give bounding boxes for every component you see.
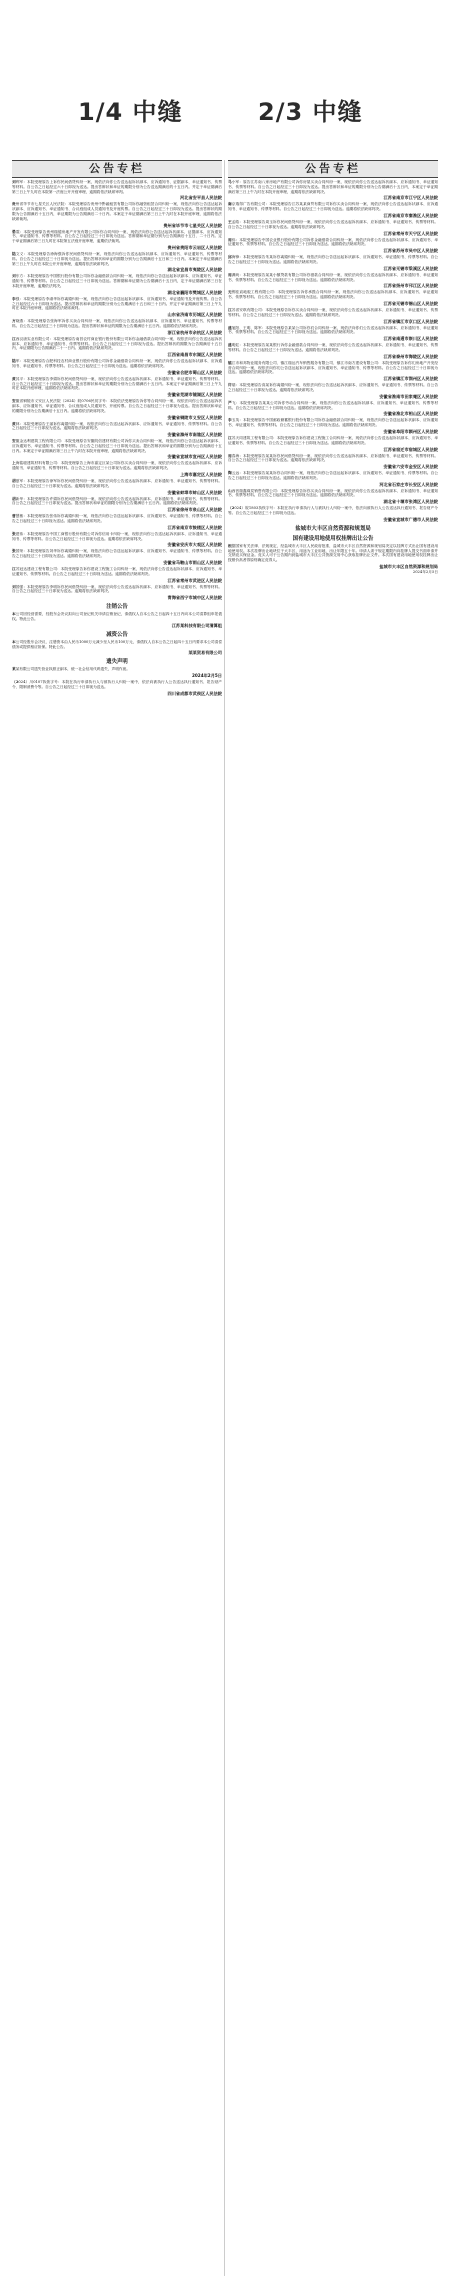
notice-item [228,436,438,453]
notice-court: 青海省西宁市城中区人民法院 [167,595,222,601]
notice-item [228,489,438,506]
notice-court: 贵州省毕节市七星关区人民法院 [163,222,222,228]
notice-court: 浙江省杭州市余杭区人民法院 [167,329,222,335]
left-notice-list [12,178,222,697]
special-notice [228,526,438,575]
notice-body: 盛旭阳、王明、陈军：本院受理原告某某公司诉你们合同纠纷一案，现依法向你们公告送达起诉状副本、应诉通知书、举证通知书、传票等材料。自公告之日起经过三十日即视为送达。逾期将依法缺席判决。 [228,325,438,335]
notice-body: 胡夏军：本院受理原告徐军诉你民间借贷纠纷一案，现依法向你公告送达起诉状副本、应诉通知书、举证通知书、传票等材料。自公告之日起经过三十日即视为送达。逾期将依法缺席判决。 [12,479,222,488]
notice-body: （2024）皖1803执恢字号：本院在执行申请执行人与被执行人纠纷一案中，依法向被执行人公告送达执行通知书、报告财产令等。自公告之日起经过三十日即视为送达。 [228,506,438,516]
notice-body: 刘利军：本院受理原告上诉你民间借贷纠纷一案，现依法向你公告送达起诉状副本、应诉通知书、证据副本、举证通知书、传票等材料。自公告之日起经过六十日即视为送达。提出答辩状和举证的期限分别为公告送达期满后的十五日内。并定于举证期满后第三日上午九时在本院第一法庭公开开庭审理，逾期将依法缺席审判。 [12,180,222,194]
notice-body: 李玉英：本院受理原告中国邮政储蓄银行股份有限公司诉你金融借款合同纠纷一案，现依法向你公告送达起诉状副本、应诉通知书、举证通知书、传票等材料。自公告之日起经过三十日即视为送达。逾期将依法缺席判决。 [228,418,438,428]
notice-item [12,377,222,398]
notice-court: 江苏省常州市天宁区人民法院 [383,230,438,236]
notice-body: 镇江市和邦物业服务有限公司、镇江瑞达汽车销售服务有限公司、镇江市南方建设有限公司：本院受理原告诉你们房地产开发经营合同纠纷一案，现依法向你们公告送达起诉状副本、应诉通知书、举证通知书、传票等材料。自公告之日起经过三十日即视为送达。逾期将依法缺席判决。 [228,360,438,375]
notice-item [12,549,222,566]
notice-item [228,326,438,343]
right-gutter-label: 2/3 中缝 [258,98,363,126]
notice-signature: 某某贸易有限公司 [188,650,222,656]
notice-item [228,180,438,201]
notice-body: 陆文义：本院受理原告徐海强诉你民间借贷纠纷一案，现依法向你公告送达起诉状副本、应诉通知书、举证通知书、传票等材料。自公告之日起经过三十日即视为送达。提出答辩状和举证的期限分别为公告期满后十五日和三十日内。本案定于举证期满后第三日上午九时在本院公开开庭审理，逾期将依法缺席判决。 [12,251,222,266]
notice-body: 周伟：本院受理原告中国农业银行股份有限公司诉你金融借款合同纠纷一案，现依法向你公告送达起诉状副本、应诉通知书、举证通知书、传票等材料。自公告之日起经过三十日即视为送达。逾期将依法缺席判决。 [228,237,438,247]
notice-court: 江苏省南通市崇川区人民法院 [383,336,438,342]
special-notice-title: 盐城市大丰区自然资源和规划局 [295,525,371,532]
notice-body: 南京瑞得广告有限公司：本院受理原告江苏某某商贸有限公司诉你买卖合同纠纷一案，现依法向你公告送达起诉状副本、应诉通知书、举证通知书、传票等材料。自公告之日起经过三十日即视为送达。逾期将依法缺席判决。 [228,202,438,212]
notice-body: 无锡佳宸地板工程有限公司：本院受理原告诉你承揽合同纠纷一案，现依法向你公告送达起诉状副本、应诉通知书、举证通知书、传票等材料。自公告之日起经过三十日即视为送达。逾期将依法缺席判决。 [228,290,438,300]
notice-body: 周春海：本院受理原告某某诉你民间借贷纠纷一案，现依法向你公告送达起诉状副本、应诉通知书、举证通知书、传票等材料。自公告之日起经过三十日即视为送达。逾期将依法缺席判决。 [228,453,438,463]
notice-body: 曹慧敏：本院受理原告张伟诉你离婚纠纷一案，现依法向你公告送达起诉状副本、应诉通知书、举证通知书、传票等材料。自公告之日起经过三十日即视为送达。逾期将依法缺席判决。 [12,514,222,524]
notice-court: 安徽省宣城市广德市人民法院 [383,516,438,522]
notice-body: 李强：本院受理原告李淑华诉你离婚纠纷一案，现依法向你公告送达起诉状副本、应诉通知书、举证通知书及开庭传票。自公告之日起经过六十日即视为送达。提出答辩状和举证的期限分别为公告期满后十五日和三十日内。并定于举证期满后第三日上午九时在本院开庭审理，逾期将依法缺席裁判。 [12,296,222,311]
special-notice-date: 2024年2月5日 [412,570,438,575]
notice-signature: 江苏某科技有限公司清算组 [171,622,222,628]
notice-body: 周渊尚：本院受理原告某某小额贷款有限公司诉你借款合同纠纷一案，现依法向你公告送达起诉状副本、应诉通知书、举证通知书、传票等材料。自公告之日起经过三十日即视为送达。逾期将依法缺席判决。 [228,272,438,282]
notice-body: 邱海锋：本院受理原告朱某诉你离婚纠纷一案，现依法向你公告送达起诉状副本、应诉通知书、举证通知书、传票等材料。自公告之日起经过三十日即视为送达。逾期将依法缺席判决。 [228,255,438,264]
notice-body: 许瑞：本院受理原告高某诉你离婚纠纷一案，现依法向你公告送达起诉状副本、应诉通知书、举证通知书、传票等材料。自公告之日起经过三十日即视为送达。逾期将依法缺席判决。 [228,383,438,392]
notice-body: 陆军：本院受理原告合肥科技农村商业银行股份有限公司诉你金融借款合同纠纷一案，现依法向你公告送达起诉状副本、应诉通知书、举证通知书、传票等材料。自公告之日起经过三十日即视为送达。逾期将依法缺席判决。 [12,359,222,368]
notice-body: 王孟皓：本院受理原告周玉诉你民间借贷纠纷一案，现依法向你公告送达起诉状副本、应诉通知书、举证通知书、传票等材料。自公告之日起经过三十日即视为送达。逾期将依法缺席判决。 [228,219,438,229]
notice-item [228,401,438,418]
notice-court: 山东省济南市历城区人民法院 [167,312,222,318]
notice-court: 江苏省镇江市京口区人民法院 [383,318,438,324]
notice-court: 江苏省南京市鼓楼区人民法院 [167,524,222,530]
notice-item [12,422,222,439]
notice-court: 江苏省无锡市锡山区人民法院 [383,300,438,306]
notice-item [228,471,438,488]
notice-title: 注销公告 [106,604,128,611]
notice-item [228,506,438,523]
notice-body: 江西汉唐实业有限公司：本院受理原告南昌农村商业银行股份有限公司诉你金融借款合同纠纷一案，现依法向你公告送达起诉状副本、应诉通知书、举证通知书、传票等材料。自公告之日起经过三十日即视为送达。提出答辩状的期限为公告期满后十五日内，举证期限为公告期满后二十一日内。逾期将依法缺席判决。 [12,336,222,351]
notice-court: 江苏省徐州市泉山区人民法院 [167,507,222,513]
notice-body: 江苏冠达建设工程有限公司：本院受理原告诉你建设工程施工合同纠纷一案，现依法向你公告送达起诉状副本、应诉通知书、举证通知书、传票等材料。自公告之日起经过三十日即视为送达。逾期将依法缺席判决。 [12,567,222,576]
notice-body: 黄林：本院受理原告王丽诉你离婚纠纷一案，现依法向你公告送达起诉状副本、应诉通知书、举证通知书、传票等材料。自公告之日起经过三十日即视为送达。逾期将依法缺席判决。 [12,421,222,431]
notice-court: 江苏省无锡市梁溪区人民法院 [383,265,438,271]
notice-body: 刘东方：本院受理原告中国银行股份有限公司诉你金融借款合同纠纷一案，现依法向你公告送达起诉状副本、应诉通知书、举证通知书、传票等材料。自公告之日起经过三十日即视为送达。答辩期和举证期为公告期满后十五日内，定于举证期满后第三日在本院开庭审理，逾期依法判决。 [12,274,222,288]
notice-court: 安徽省安庆市大观区人民法院 [167,542,222,548]
notice-court: 江苏省泰州市海陵区人民法院 [383,353,438,359]
notice-item [12,297,222,318]
notice-item [12,532,222,549]
left-gutter-label: 1/4 中缝 [78,98,183,126]
notice-court: 安徽省淮北市相山区人民法院 [383,411,438,417]
notice-court: 河北省石家庄市长安区人民法院 [379,481,438,487]
special-notice-signature: 盐城市大丰区自然资源和规划局 [379,564,438,570]
notice-item [12,567,222,584]
notice-court: 江苏省镇江市润州区人民法院 [383,376,438,382]
notice-body: 刘国强：本院受理原告李明诉你民间借贷纠纷一案，现依法向你公告送达起诉状副本、应诉通知书、举证通知书、传票等材料。自公告之日起经过三十日即视为送达。逾期将依法缺席判决。 [12,584,222,594]
notice-item [12,514,222,531]
notice-body: 张国荣：本院受理原告刘华诉你离婚纠纷一案，现依法向你公告送达起诉状副本、应诉通知书、举证通知书、传票等材料。自公告之日起经过三十日即视为送达。逾期将依法缺席判决。 [12,549,222,559]
left-column-banner: 公告专栏 [12,160,222,178]
notice-court: 江苏省苏州市吴中区人民法院 [383,248,438,254]
notice-court: 江苏省扬州市邗江区人民法院 [383,283,438,289]
notice-court: 安徽省宣城市宣州区人民法院 [167,454,222,460]
notice-item [228,418,438,435]
notice-court: 安徽省滁州市南谯区人民法院 [167,432,222,438]
notice-body: 盛明虹：本院受理原告某某银行诉你金融借款合同纠纷一案，现依法向你公告送达起诉状副本、应诉通知书、举证通知书、传票等材料。自公告之日起经过三十日即视为送达。逾期将依法缺席判决。 [228,343,438,352]
notice-item [228,308,438,325]
notice-court: 江苏省南京市秦淮区人民法院 [383,212,438,218]
notice-court: 湖北省宜昌市夷陵区人民法院 [167,267,222,273]
right-notice-column [228,160,438,2276]
notice-body: 黄其平：本院受理原告李娟诉你民间借贷纠纷一案，现依法向你公告送达起诉状副本、应诉通知书、举证通知书、传票等材料。自公告之日起经过三十日即视为送达。提出答辩状和举证的期限分别为公告期满后十五日内。本案定于举证期满后第三日上午九时在本院开庭审理，逾期将依法缺席判决。 [12,376,222,391]
notice-item [228,273,438,290]
notice-body: 江苏省安琪有限公司：本院受理原告诉你买卖合同纠纷一案，现依法向你公告送达起诉状副本、应诉通知书、举证通知书、传票等材料。自公告之日起经过三十日即视为送达。逾期将依法缺席判决。 [228,307,438,317]
notice-body: 陶云远：本院受理原告某某诉你合同纠纷一案，现依法向你公告送达起诉状副本、应诉通知书、举证通知书、传票等材料。自公告之日起经过三十日即视为送达。逾期将依法缺席判决。 [228,471,438,480]
notice-item [12,399,222,420]
notice-court: 江苏省南京市江宁区人民法院 [383,195,438,201]
notice-item [12,337,222,358]
notice-body: 江苏天同建筑工程有限公司：本院受理原告诉你建设工程施工合同纠纷一案，现依法向你公告送达起诉状副本、应诉通知书、举证通知书、传票等材料。自公告之日起经过三十日即视为送达。逾期将依法缺席判决。 [228,435,438,445]
notice-item [228,290,438,307]
notice-body: 本公司因经营需要，经股东会决议拟向公司登记机关申请注销登记，请债权人自本公告之日起四十五日内向本公司清算组申报债权。特此公告。 [12,612,222,622]
notice-item [228,202,438,219]
notice-body: 安徽金达利建筑工程有限公司：本院受理原告安徽皖信建材有限公司诉你买卖合同纠纷一案，现依法向你公告送达起诉状副本、应诉通知书、举证通知书、传票等材料。自公告之日起经过三十日即视为送达。提出答辩状和举证的期限分别为公告期满后十五日内。本案定于举证期满后第三日上午九时在本院开庭审理，逾期将依法缺席判决。 [12,439,222,453]
notice-body: 上海铭聪建筑材料有限公司：本院受理原告上海市嘉定区某公司诉你买卖合同纠纷一案，现依法向你公告送达起诉状副本、应诉通知书、举证通知书、传票等材料。自公告之日起经过三十日即视为送达。逾期将依法缺席判决。 [12,461,222,471]
notice-item [12,274,222,295]
notice-body: 晏震：本院受理原告贵州瑞德房地产开发有限公司诉你合同纠纷一案，现依法向你公告送达起诉状副本、证据副本、应诉通知书、举证通知书、传票等材料。自公告之日起经过三十日即视为送达。答辩期和举证期分别为公告期满后十五日、二十日内。定于举证期满后第三日九时在本院第五法庭开庭审理，逾期依法裁判。 [12,229,222,244]
notice-item [12,461,222,478]
notice-item [12,359,222,376]
notice-item [12,604,222,629]
notice-item [228,220,438,237]
notice-body: 安徽省铜陵市义安区人民法院（2024）皖0706民初字号：本院依法受理原告诉你等合同纠纷一案，现依法向你公告送达起诉状副本、应诉通知书、举证通知书、合议庭组成人员通知书、开庭传票。自公告之日起经过三十日即视为送达。提出答辩状和举证的期限分别为公告期满后十五日内。逾期将依法缺席判决。 [12,399,222,413]
notice-body: 严飞：本院受理原告某某公司诉你劳动合同纠纷一案，现依法向你公告送达起诉状副本、应诉通知书、举证通知书、传票等材料。自公告之日起经过三十日即视为送达。逾期将依法缺席判决。 [228,400,438,410]
notice-court: 湖北省襄阳市樊城区人民法院 [167,289,222,295]
notice-item [228,361,438,382]
special-notice-title: 国有建设用地使用权挂牌出让公告 [292,535,374,542]
special-notice-body: 根据国家有关法律、法规规定，经盐城市大丰区人民政府批准，盐城市大丰区自然资源和规划局决定以挂牌方式出让国有建设用地使用权。本次挂牌出让地块位于大丰区，用途为工业用地，出让年限五十年。申请人须于规定期限内向挂牌人提交书面申请并交纳竞买保证金。竞买人可于公告期内到盐城市大丰区公共资源交易中心获取挂牌出让文件。本次国有建设用地使用权挂牌出让按照价高者得原则确定竞得人。 [228,543,438,563]
notice-court: 安徽省合肥市蜀山区人民法院 [167,369,222,375]
notice-item [12,585,222,602]
notice-court: 安徽省芜湖市镜湖区人民法院 [167,392,222,398]
notice-signature: 四川省成都市武侯区人民法院 [167,690,222,696]
notice-item [228,343,438,360]
notice-court: 安徽省六安市金安区人民法院 [383,464,438,470]
notice-item [228,238,438,255]
notice-title: 遗失声明 [106,659,128,666]
notice-item [228,383,438,400]
notice-item [12,632,222,657]
notice-body: 胡新华：本院受理原告许娟诉你民间借贷纠纷一案，现依法向你公告送达起诉状副本、应诉通知书、举证通知书、传票等材料。自公告之日起经过三十日即视为送达。提出答辩状和举证的期限分别为公告期满后十五日内。逾期将依法缺席判决。 [12,496,222,506]
notice-item [12,439,222,460]
notice-item [12,230,222,251]
notice-court: 江苏省宿迁市宿城区人民法院 [383,446,438,452]
notice-court: 湖北省十堰市张湾区人民法院 [383,499,438,505]
left-notice-column [12,160,222,2276]
notice-body: 张建伟：本院受理原告中国工商银行股份有限公司诉你信用卡纠纷一案，现依法向你公告送达起诉状副本、应诉通知书、举证通知书、传票等材料。自公告之日起经过三十日即视为送达。逾期将依法缺席判决。 [12,531,222,541]
notice-body: 贵州省毕节市七星关区人民法院：本院受理原告贵州中黔融租赁有限公司诉你融资租赁合同纠纷一案，现依法向你公告送达起诉状副本、应诉通知书、举证通知书、合议庭组成人员通知书及开庭传票。自公告之日起经过三十日即视为送达。提出答辩状的期限为公告期满后十五日内，举证期限为公告期满后二十日内。本案定于举证期满后第三日上午九时在本院开庭审理，逾期将依法缺席裁判。 [12,202,222,221]
notice-item [12,659,222,679]
notice-item [12,479,222,496]
notice-item [12,180,222,201]
notice-court: 安徽省蚌埠市蚌山区人民法院 [167,489,222,495]
notice-item [12,319,222,336]
notice-body: 方晓燕：本院受理原告张海军诉你买卖合同纠纷一案，现依法向你公告送达起诉状副本、应诉通知书、举证通知书、传票等材料。自公告之日起经过三十日即视为送达。提出答辩状和举证的期限为公告期满后十五日内。逾期将依法缺席判决。 [12,319,222,328]
notice-court: 江苏省常州市武进区人民法院 [167,577,222,583]
notice-body: 马小军：原告江苏南八家房地产有限公司诉你房屋买卖合同纠纷一案，现依法向你公告送达起诉状副本、应诉通知书、举证通知书、传票等材料。自公告之日起经过三十日即视为送达。提出答辩状和举证的期限分别为公告期满后十五日内，本案定于举证期满后第三日上午九时在本院开庭审理，逾期将依法缺席判决。 [228,180,438,194]
notice-court: 江西省南昌市东湖区人民法院 [167,352,222,358]
notice-signature: 2024年2月5日 [191,673,222,679]
notice-item [12,680,222,697]
column-divider [224,160,225,2276]
notice-body: 某某有限公司遗失营业执照正副本，统一社会信用代码遗失，声明作废。 [12,667,130,672]
page-header [0,0,450,158]
notice-court: 安徽省淮南市田家庵区人民法院 [379,393,438,399]
notice-court: 贵州省贵阳市云岩区人民法院 [167,244,222,250]
right-column-banner: 公告专栏 [228,160,438,178]
notice-item [12,497,222,514]
notice-body: （2024）川0107执恢字号：本院在执行申请执行人与被执行人纠纷一案中，依法向被执行人公告送达执行通知书、报告财产令、限制消费令等。自公告之日起经过三十日即视为送达。 [12,680,222,690]
notice-item [228,454,438,471]
notice-court: 上海市嘉定区人民法院 [180,472,222,478]
notice-body: 本公司经股东会决议，注册资本由人民币1000万元减少至人民币100万元，请债权人自本公告之日起四十五日内要求本公司清偿债务或提供相应担保。特此公告。 [12,639,222,649]
notice-court: 安徽省马鞍山市雨山区人民法院 [163,560,222,566]
notice-body: 山西晋瑞鑫煤炭销售有限公司：本院受理原告诉你买卖合同纠纷一案，现依法向你公告送达起诉状副本、应诉通知书、举证通知书、传票等材料。自公告之日起经过三十日即视为送达。逾期将依法缺席判决。 [228,488,438,498]
notice-court: 安徽省铜陵市义安区人民法院 [167,414,222,420]
notice-item [228,255,438,272]
notice-item [12,252,222,273]
notice-item [12,202,222,228]
notice-court: 河北省安平县人民法院 [180,195,222,201]
right-notice-list [228,178,438,575]
notice-title: 减资公告 [106,631,128,638]
notice-court: 安徽省阜阳市颍州区人民法院 [383,428,438,434]
